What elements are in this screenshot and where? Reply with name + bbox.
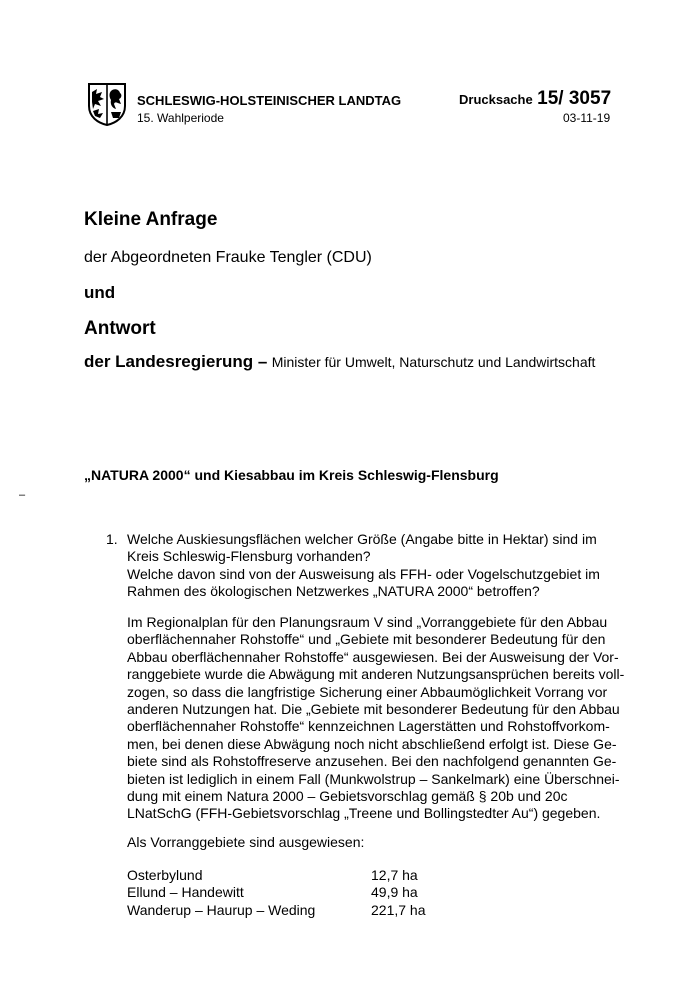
question-line: Kreis Schleswig-Flensburg vorhanden? bbox=[127, 548, 371, 565]
minister-label: Minister für Umwelt, Naturschutz und Landwirtschaft bbox=[271, 354, 596, 370]
drucksache bbox=[459, 88, 611, 110]
answer-line: bieten ist lediglich in einem Fall (Munkwolstrup – Sankelmark) eine Überschnei- bbox=[127, 770, 620, 787]
table-row bbox=[127, 884, 447, 901]
answer-line: ranggebiete wurde die Abwägung mit anderen Nutzungsansprüchen bereits voll- bbox=[127, 666, 625, 683]
area-size: 12,7 ha bbox=[371, 867, 418, 883]
landesregierung-label: der Landesregierung – bbox=[84, 352, 268, 371]
drucksache-label: Drucksache bbox=[459, 92, 533, 107]
answer-paragraph bbox=[127, 614, 624, 823]
subject-line: „NATURA 2000“ und Kiesabbau im Kreis Schleswig-Flensburg bbox=[84, 467, 499, 483]
answer-line: oberflächennaher Rohstoffe“ und „Gebiete mit besonderer Bedeutung für den bbox=[127, 631, 606, 648]
area-size: 221,7 ha bbox=[371, 901, 426, 918]
answer-line: men, bei denen diese Abwägung noch nicht abschließend erfolgt ist. Diese Ge- bbox=[127, 735, 617, 752]
vorrang-table bbox=[127, 867, 447, 919]
document-date: 03-11-19 bbox=[563, 111, 611, 125]
drucksache-number: 15/ 3057 bbox=[537, 88, 612, 109]
area-name: Osterbylund bbox=[127, 867, 203, 883]
area-name: Ellund – Handewitt bbox=[127, 884, 244, 901]
question-line: Welche davon sind von der Ausweisung als FFH- oder Vogelschutzgebiet im bbox=[127, 565, 600, 582]
answer-line: Im Regionalplan für den Planungsraum V sind „Vorranggebiete für den Abbau bbox=[127, 614, 608, 630]
legislative-period: 15. Wahlperiode bbox=[137, 111, 224, 125]
abgeordnete-line: der Abgeordneten Frauke Tengler (CDU) bbox=[84, 249, 372, 266]
landesregierung-line bbox=[84, 352, 595, 372]
table-row bbox=[127, 867, 447, 884]
question-text bbox=[127, 531, 600, 601]
answer-line: LNatSchG (FFH-Gebietsvorschlag „Treene und Bollingstedter Au“) gegeben. bbox=[127, 805, 601, 822]
answer-line: Abbau oberflächennaher Rohstoffe“ ausgewiesen. Bei der Ausweisung der Vor- bbox=[127, 648, 619, 665]
answer-line: biete sind als Rohstoffreserve anzusehen. Bei den nachfolgend genannten Ge- bbox=[127, 753, 617, 770]
question-line: Rahmen des ökologischen Netzwerkes „NATURA 2000“ betroffen? bbox=[127, 583, 540, 600]
table-row bbox=[127, 902, 447, 919]
answer-line: dung mit einem Natura 2000 – Gebietsvorschlag gemäß § 20b und 20c bbox=[127, 788, 568, 805]
parliament-name: SCHLESWIG-HOLSTEINISCHER LANDTAG bbox=[137, 93, 402, 108]
margin-mark: – bbox=[19, 489, 26, 501]
answer-line: zogen, so dass die langfristige Sicherung einer Abbaumöglichkeit Vorrang vor bbox=[127, 683, 608, 700]
question-number: 1. bbox=[106, 531, 118, 547]
vorrang-heading: Als Vorranggebiete sind ausgewiesen: bbox=[127, 834, 365, 850]
coat-of-arms-logo bbox=[87, 82, 127, 126]
answer-line: oberflächennaher Rohstoffe“ kennzeichnen Lagerstätten und Rohstoffvorkom- bbox=[127, 718, 610, 735]
area-size: 49,9 ha bbox=[371, 884, 418, 901]
kleine-anfrage-heading: Kleine Anfrage bbox=[84, 209, 218, 230]
antwort-heading: Antwort bbox=[84, 318, 156, 339]
answer-line: anderen Nutzungen hat. Die „Gebiete mit besonderer Bedeutung für den Abbau bbox=[127, 701, 620, 718]
area-name: Wanderup – Haurup – Weding bbox=[127, 901, 316, 918]
question-line: Welche Auskiesungsflächen welcher Größe (Angabe bitte in Hektar) sind im bbox=[127, 531, 597, 547]
und-heading: und bbox=[84, 283, 116, 302]
